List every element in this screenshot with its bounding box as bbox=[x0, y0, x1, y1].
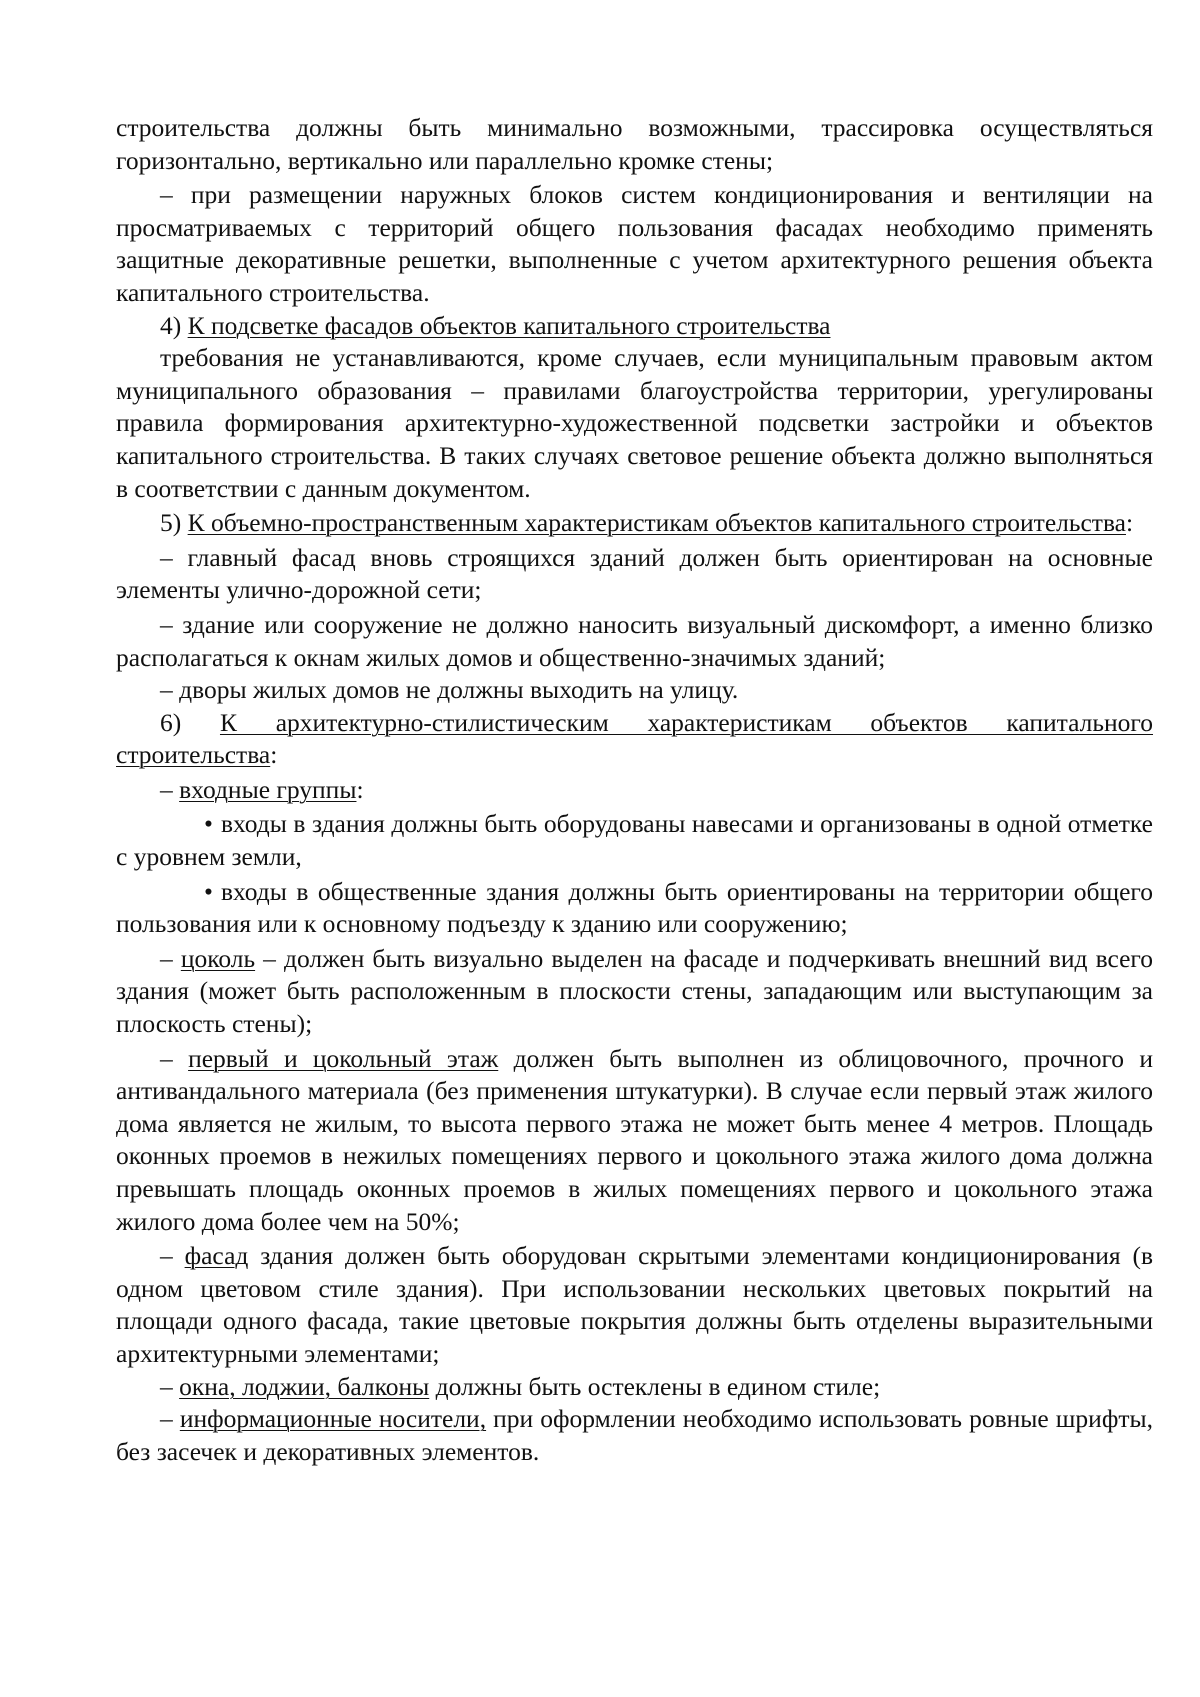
facade-title: фасад bbox=[184, 1241, 249, 1271]
section-6-heading bbox=[116, 707, 1153, 772]
plinth-dash: – bbox=[160, 943, 181, 973]
bullet-icon: • bbox=[204, 876, 213, 906]
info-carriers-dash: – bbox=[160, 1404, 180, 1434]
section-6-number: 6) bbox=[160, 707, 220, 737]
entry-groups-heading bbox=[116, 774, 1153, 807]
first-floor-dash: – bbox=[160, 1043, 189, 1073]
section-5-heading bbox=[116, 507, 1153, 540]
paragraph-courtyards: – дворы жилых домов не должны выходить на улицу. bbox=[160, 675, 739, 705]
bullet-item-public-entrances bbox=[116, 876, 1153, 941]
plinth-title: цоколь bbox=[180, 943, 256, 973]
bullet-item-entrances bbox=[116, 808, 1153, 873]
plinth-text: – должен быть визуально выделен на фасаде и подчеркивать внешний вид всего здания (может быть расположенным в плоскости стены, западающим или выступающим за плоскость стены); bbox=[116, 943, 1154, 1039]
first-floor-title: первый и цокольный этаж bbox=[188, 1043, 499, 1073]
section-5-number: 5) bbox=[160, 508, 188, 538]
section-4-title: К подсветке фасадов объектов капитального строительства bbox=[187, 310, 831, 340]
paragraph-visual-discomfort: – здание или сооружение не должно наносить визуальный дискомфорт, а именно близко располагаться к окнам жилых домов и общественно-значимых зданий; bbox=[116, 609, 1153, 672]
windows-title: окна, лоджии, балконы bbox=[179, 1371, 430, 1401]
bullet-item-public-entrances-text: входы в общественные здания должны быть ориентированы на территории общего пользования или к основному подъезду к зданию или сооружению; bbox=[116, 876, 1153, 939]
paragraph-main-facade: – главный фасад вновь строящихся зданий должен быть ориентирован на основные элементы улично-дорожной сети; bbox=[116, 542, 1153, 605]
paragraph-plinth bbox=[116, 943, 1153, 1041]
section-5-colon: : bbox=[1125, 508, 1134, 538]
bullet-icon: • bbox=[204, 809, 213, 839]
paragraph-continuation: строительства должны быть минимально возможными, трассировка осуществляться горизонтально, вертикально или параллельно кромке стены; bbox=[116, 113, 1153, 175]
paragraph-facade-lighting: требования не устанавливаются, кроме случаев, если муниципальным правовым актом муниципального образования – правилами благоустройства территории, урегулированы правила формирования архитектурно-художественной подсветки застройки и объектов капитального строительства. В таких случаях световое решение объекта должно выполняться в соответствии с данным документом. bbox=[116, 343, 1153, 503]
entry-groups-dash: – bbox=[160, 774, 180, 804]
section-6-title: К архитектурно-стилистическим характеристикам объектов капитального строительства bbox=[116, 707, 1153, 770]
entry-groups-colon: : bbox=[356, 774, 364, 804]
paragraph-first-floor bbox=[116, 1043, 1153, 1239]
section-6-colon: : bbox=[270, 740, 278, 770]
paragraph-windows bbox=[116, 1371, 1153, 1404]
windows-dash: – bbox=[160, 1371, 180, 1401]
bullet-item-entrances-text: входы в здания должны быть оборудованы навесами и организованы в одной отметке с уровнем земли, bbox=[116, 809, 1153, 872]
first-floor-text: должен быть выполнен из облицовочного, прочного и антивандального материала (без применения штукатурки). В случае если первый этаж жилого дома является не жилым, то высота первого этажа не может быть менее 4 метров. Площадь оконных проемов в нежилых помещениях первого и цокольного этажа жилого дома должна превышать площадь оконных проемов в жилых помещениях первого и цокольного этажа жилого дома более чем на 50%; bbox=[116, 1043, 1153, 1236]
section-4-heading bbox=[116, 310, 1153, 343]
facade-text: здания должен быть оборудован скрытыми элементами кондиционирования (в одном цветовом стиле здания). При использовании нескольких цветовых покрытий на площади одного фасада, такие цветовые покрытия должны быть отделены выразительными архитектурными элементами; bbox=[116, 1241, 1154, 1368]
windows-text: должны быть остеклены в едином стиле; bbox=[429, 1371, 881, 1401]
entry-groups-title: входные группы bbox=[179, 774, 357, 804]
paragraph-info-carriers bbox=[116, 1403, 1153, 1468]
facade-dash: – bbox=[160, 1241, 185, 1271]
info-carriers-text: при оформлении необходимо использовать ровные шрифты, без засечек и декоративных элементов. bbox=[116, 1404, 1154, 1466]
section-5-title: К объемно-пространственным характеристикам объектов капитального строительства bbox=[187, 508, 1126, 538]
section-4-number: 4) bbox=[160, 310, 188, 340]
paragraph-facade bbox=[116, 1240, 1153, 1370]
paragraph-ventilation-grilles: – при размещении наружных блоков систем кондиционирования и вентиляции на просматриваемых с территорий общего пользования фасадах необходимо применять защитные декоративные решетки, выполненные с учетом архитектурного решения объекта капитального строительства. bbox=[116, 180, 1153, 307]
info-carriers-title: информационные носители, bbox=[179, 1404, 487, 1434]
